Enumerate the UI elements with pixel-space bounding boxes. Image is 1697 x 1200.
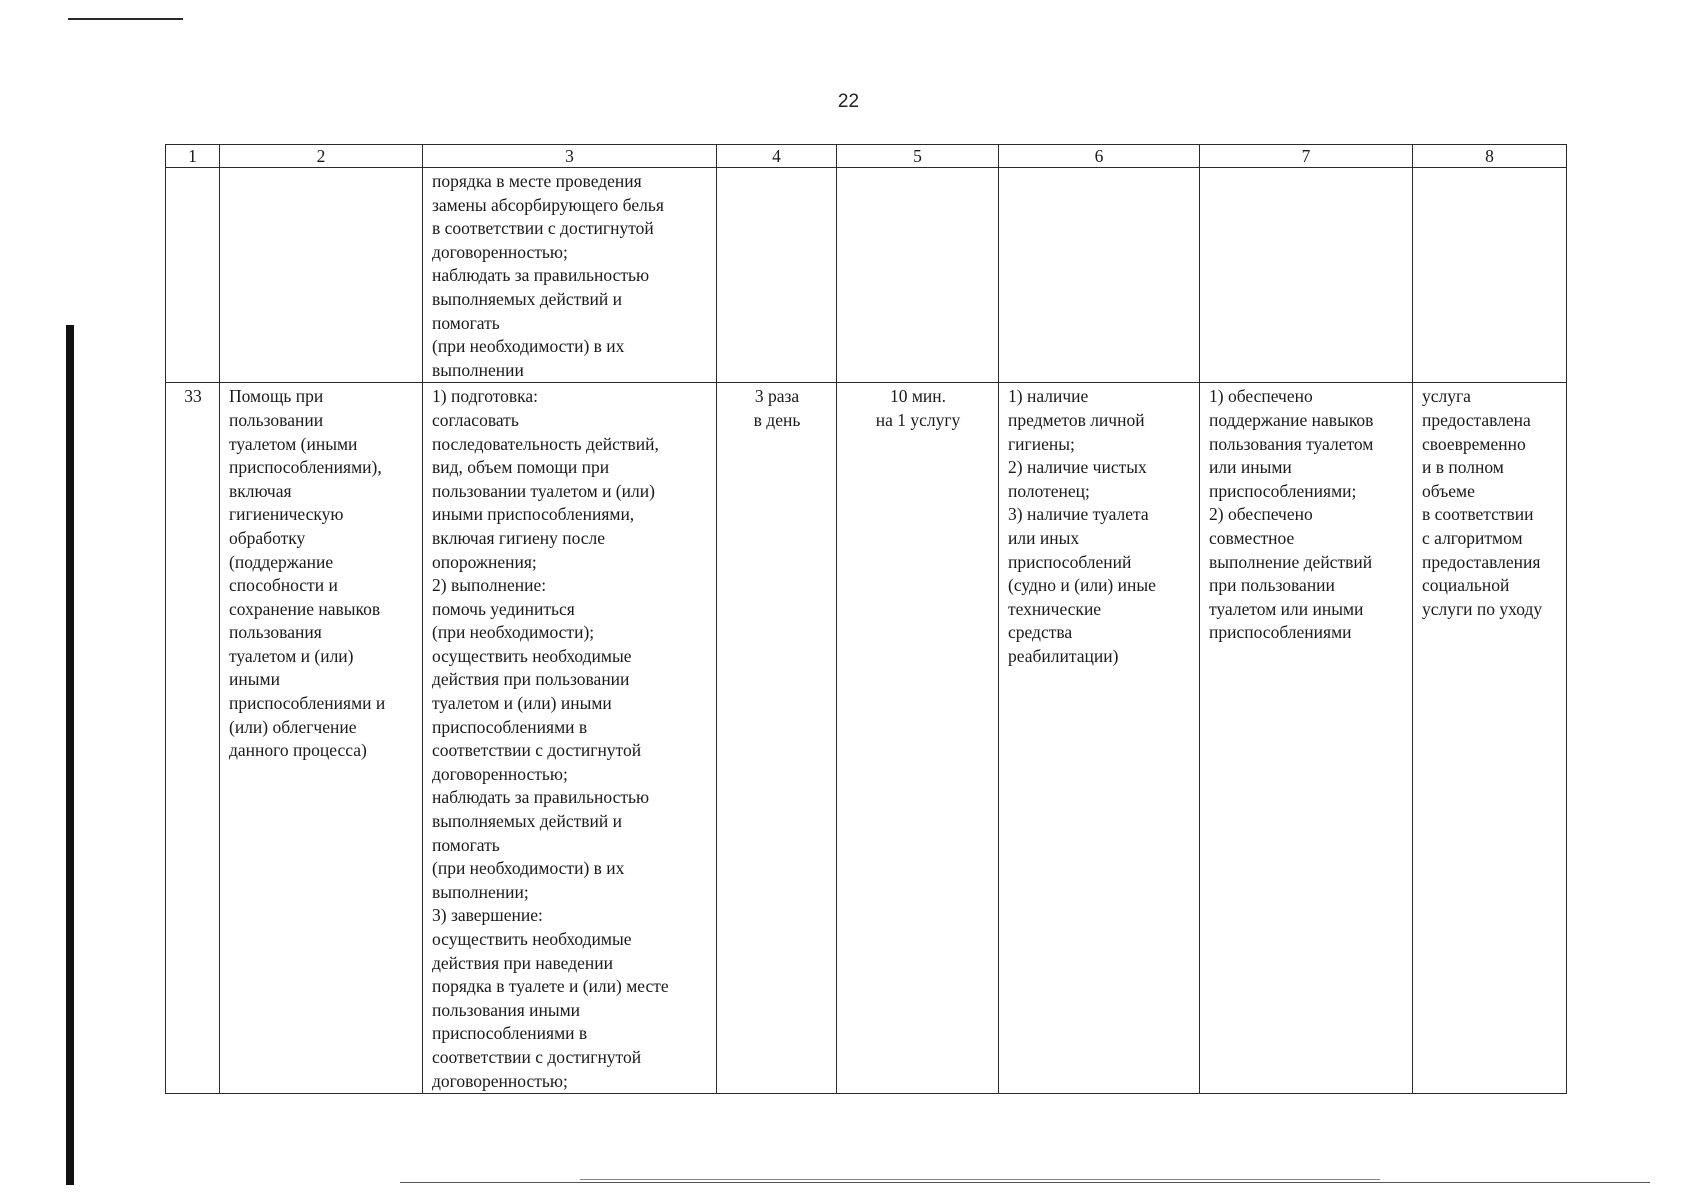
cell-conditions [999,168,1200,383]
cell-service-name [220,168,423,383]
scan-artifact-binding-edge [66,325,74,1185]
cell-evaluation: услуга предоставлена своевременно и в полном объеме в соответствии с алгоритмом предоставления социальной услуги по уходу [1413,383,1567,1094]
cell-frequency: 3 раза в день [717,383,837,1094]
cell-service-content: порядка в месте проведения замены абсорбирующего белья в соответствии с достигнутой договоренностью; наблюдать за правильностью выполняемых действий и помогать (при необходимости) в их выполнении [423,168,717,383]
cell-duration: 10 мин. на 1 услугу [837,383,999,1094]
cell-quality-indicators [1200,168,1413,383]
cell-service-name: Помощь при пользовании туалетом (иными приспособлениями), включая гигиеническую обработку (поддержание способности и сохранение навыков пользования туалетом и (или) иными приспособлениями и (или) облегчение данного процесса) [220,383,423,1094]
services-table [165,144,1567,1094]
header-cell-3: 3 [423,145,717,168]
table-header-row [166,145,1567,168]
cell-number [166,168,220,383]
header-cell-2: 2 [220,145,423,168]
header-cell-5: 5 [837,145,999,168]
cell-quality-indicators: 1) обеспечено поддержание навыков пользования туалетом или иными приспособлениями; 2) обеспечено совместное выполнение действий при пользовании туалетом или иными приспособлениями [1200,383,1413,1094]
header-cell-4: 4 [717,145,837,168]
page-number: 22 [837,91,860,112]
cell-service-content: 1) подготовка: согласовать последовательность действий, вид, объем помощи при пользовании туалетом и (или) иными приспособлениями, включая гигиену после опорожнения; 2) выполнение: помочь уединиться (при необходимости); осуществить необходимые действия при пользовании туалетом и (или) иными приспособлениями в соответствии с достигнутой договоренностью; наблюдать за правильностью выполняемых действий и помогать (при необходимости) в их выполнении; 3) завершение: осуществить необходимые действия при наведении порядка в туалете и (или) месте пользования иными приспособлениями в соответствии с достигнутой договоренностью; [423,383,717,1094]
header-cell-7: 7 [1200,145,1413,168]
table-row-33 [166,383,1567,1094]
cell-evaluation [1413,168,1567,383]
scan-artifact-line-bottom-faint [580,1179,1380,1180]
cell-number: 33 [166,383,220,1094]
cell-frequency [717,168,837,383]
cell-duration [837,168,999,383]
table-row-continuation [166,168,1567,383]
header-cell-6: 6 [999,145,1200,168]
cell-conditions: 1) наличие предметов личной гигиены; 2) наличие чистых полотенец; 3) наличие туалета или иных приспособлений (судно и (или) иные технические средства реабилитации) [999,383,1200,1094]
scan-artifact-line-bottom [400,1182,1650,1183]
scan-artifact-line-top [68,18,183,20]
header-cell-1: 1 [166,145,220,168]
header-cell-8: 8 [1413,145,1567,168]
